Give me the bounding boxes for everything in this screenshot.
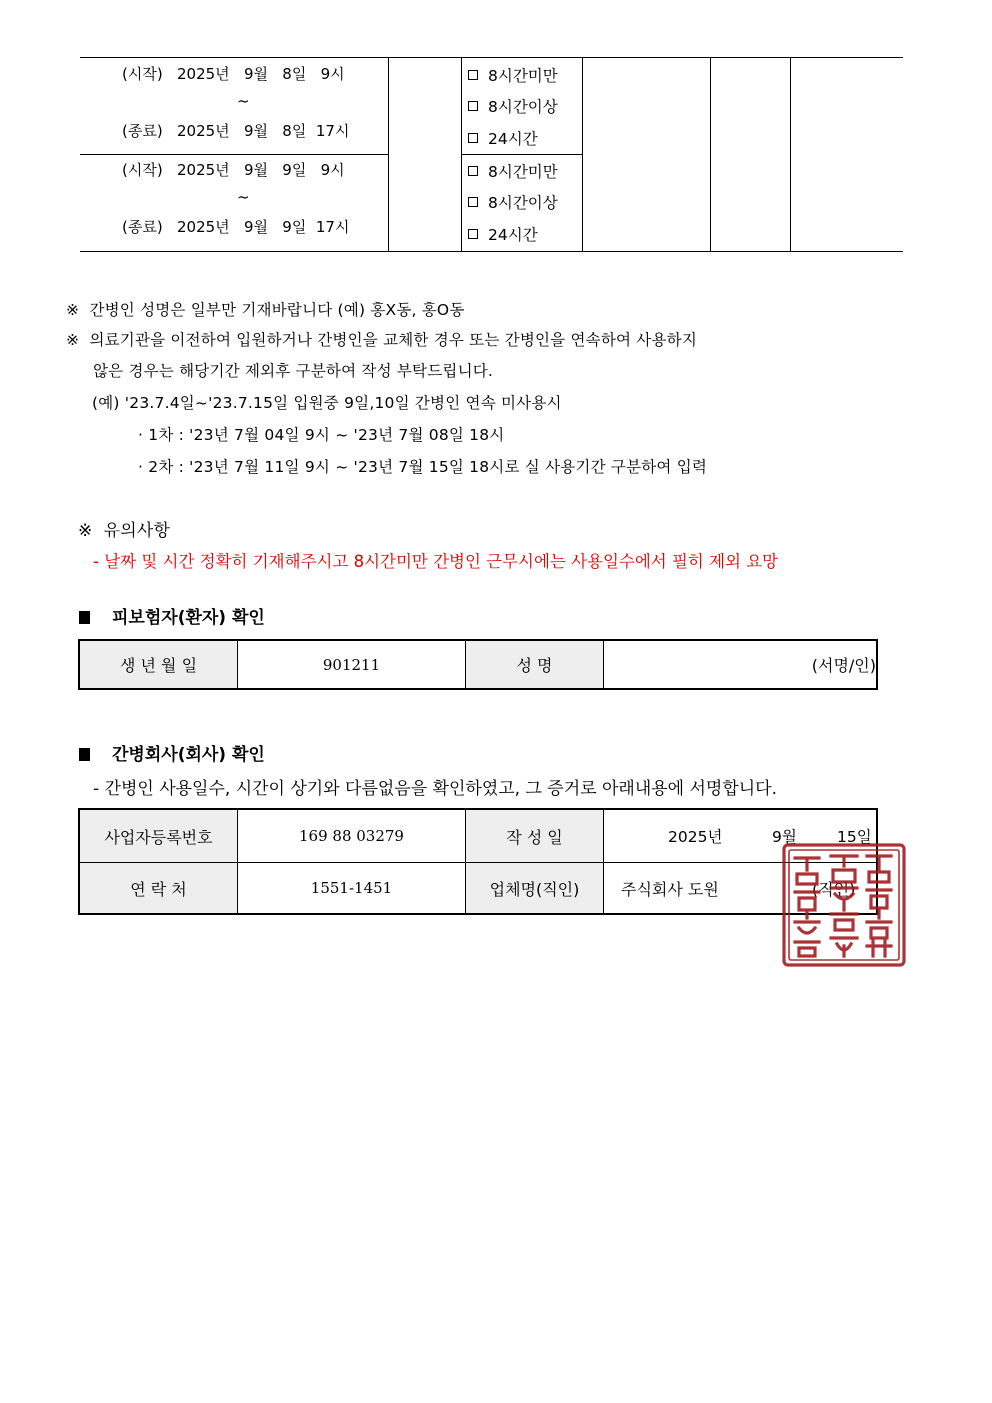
row-divider — [461, 154, 582, 155]
reg-number-label: 사업자등록번호 — [80, 810, 237, 862]
company-title-text: 간병회사(회사) 확인 — [112, 745, 265, 765]
date-year: 2025년 — [668, 828, 723, 846]
option-24h-row2[interactable] — [468, 223, 538, 245]
schedule-table — [80, 57, 903, 252]
checkbox-icon[interactable] — [468, 133, 478, 143]
schedule-start-2: (시작) 2025년 9월 9일 9시 — [122, 161, 345, 179]
seal-label: (직인) — [812, 879, 856, 899]
column-divider — [388, 58, 389, 251]
column-divider — [710, 58, 711, 251]
note-example-item: · 1차 : '23년 7월 04일 9시 ~ '23년 7월 08일 18시 — [138, 426, 505, 444]
schedule-end-1: (종료) 2025년 9월 8일 17시 — [122, 122, 350, 140]
option-label: 8시간미만 — [488, 163, 558, 181]
contact-label: 연 락 처 — [80, 863, 237, 913]
birth-label: 생 년 월 일 — [80, 641, 237, 688]
date-month: 9월 — [772, 828, 797, 846]
option-label: 24시간 — [488, 226, 538, 244]
signature-label: (서명/인) — [811, 656, 876, 675]
note-line: ※ 간병인 성명은 일부만 기재바랍니다 (예) 홍X동, 홍O동 — [66, 301, 465, 319]
insured-section-title — [79, 603, 265, 628]
note-example: (예) '23.7.4일~'23.7.15일 입원중 9일,10일 간병인 연속 미사용시 — [92, 394, 562, 412]
row-divider — [80, 154, 388, 155]
insured-title-text: 피보험자(환자) 확인 — [112, 608, 265, 628]
column-divider — [790, 58, 791, 251]
schedule-start-1: (시작) 2025년 9월 8일 9시 — [122, 65, 345, 83]
date-day: 15일 — [837, 828, 872, 846]
checkbox-icon[interactable] — [468, 229, 478, 239]
company-desc: - 간병인 사용일수, 시간이 상기와 다름없음을 확인하였고, 그 증거로 아래내용에 서명합니다. — [93, 779, 777, 799]
option-label: 24시간 — [488, 130, 538, 148]
schedule-tilde-2: ~ — [237, 188, 250, 206]
column-divider — [582, 58, 583, 251]
company-section-title — [79, 740, 265, 765]
schedule-tilde-1: ~ — [237, 92, 250, 110]
note-line: ※ 의료기관을 이전하여 입원하거나 간병인을 교체한 경우 또는 간병인을 연속하여 사용하지 — [66, 331, 697, 349]
insured-table — [78, 639, 878, 690]
company-name: 주식회사 도원 — [621, 879, 719, 899]
contact-value: 1551-1451 — [310, 879, 393, 897]
option-label: 8시간미만 — [488, 67, 558, 85]
option-over-8h-row1[interactable] — [468, 95, 558, 117]
company-name-label: 업체명(직인) — [466, 863, 603, 913]
option-under-8h-row2[interactable] — [468, 160, 558, 182]
checkbox-icon[interactable] — [468, 197, 478, 207]
schedule-end-2: (종료) 2025년 9월 9일 17시 — [122, 218, 350, 236]
option-under-8h-row1[interactable] — [468, 64, 558, 86]
signature-field[interactable] — [604, 641, 876, 688]
reg-number-value: 169 88 03279 — [299, 827, 404, 845]
option-24h-row1[interactable] — [468, 127, 538, 149]
checkbox-icon[interactable] — [468, 101, 478, 111]
company-seal-stamp — [781, 842, 907, 968]
caution-title: ※ 유의사항 — [78, 521, 171, 541]
company-table — [78, 808, 878, 915]
square-bullet-icon — [79, 748, 90, 761]
option-label: 8시간이상 — [488, 98, 558, 116]
square-bullet-icon — [79, 611, 90, 624]
note-example-item: · 2차 : '23년 7월 11일 9시 ~ '23년 7월 15일 18시로 실 사용기간 구분하여 입력 — [138, 458, 708, 476]
birth-value: 901211 — [322, 655, 381, 674]
caution-text: - 날짜 및 시간 정확히 기재해주시고 8시간미만 간병인 근무시에는 사용일수에서 필히 제외 요망 — [93, 552, 779, 571]
option-label: 8시간이상 — [488, 194, 558, 212]
checkbox-icon[interactable] — [468, 166, 478, 176]
date-label: 작 성 일 — [466, 810, 603, 862]
name-label: 성 명 — [466, 641, 603, 688]
checkbox-icon[interactable] — [468, 70, 478, 80]
note-line: 않은 경우는 해당기간 제외후 구분하여 작성 부탁드립니다. — [93, 362, 494, 380]
option-over-8h-row2[interactable] — [468, 191, 558, 213]
